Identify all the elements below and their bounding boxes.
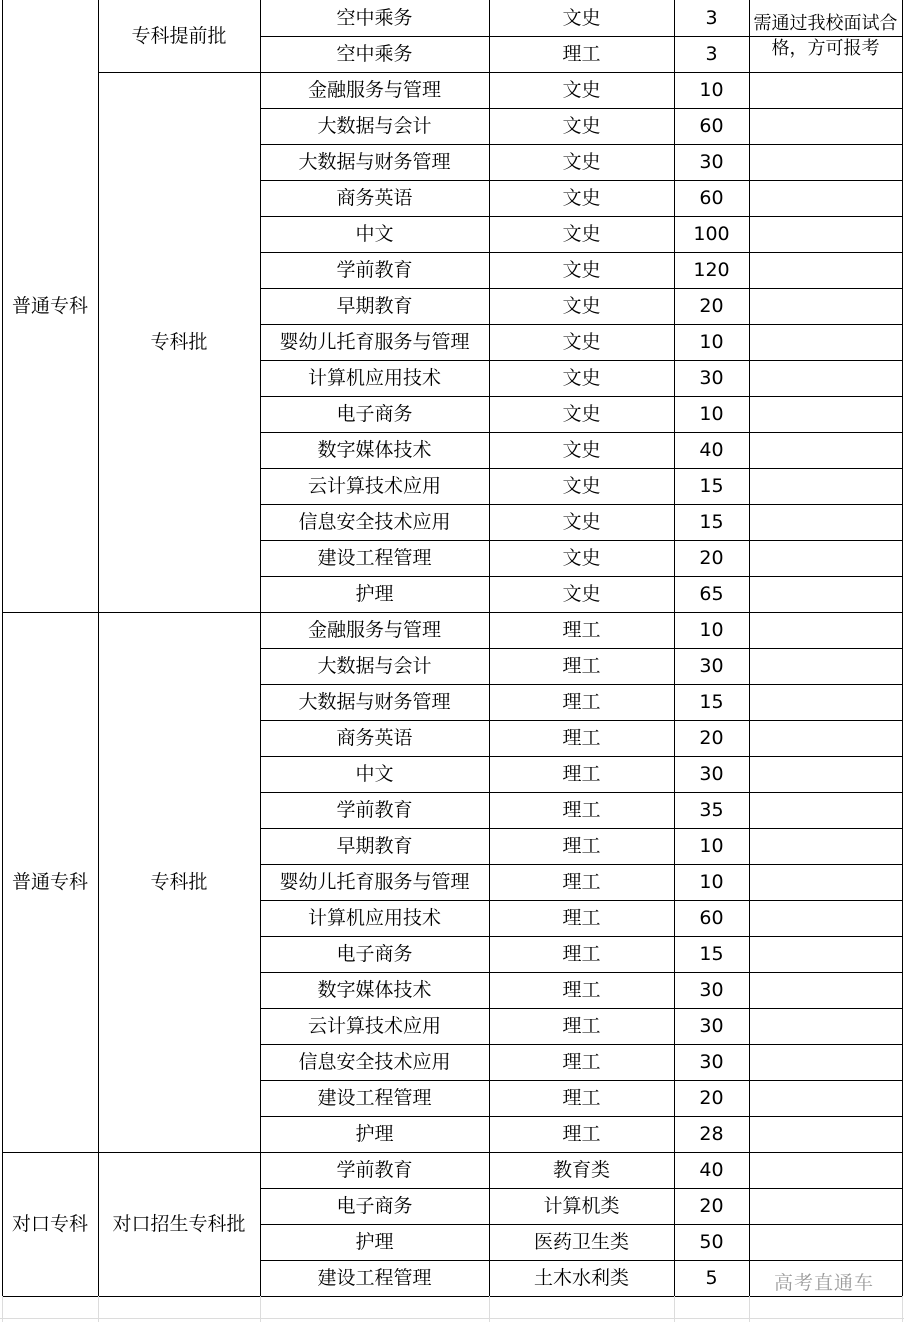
grid-line [749,756,902,757]
grid-line [749,396,902,397]
grid-line [2,1296,902,1297]
major-cell: 学前教育 [336,1158,413,1181]
major-cell: 商务英语 [336,186,413,209]
empty-grid-line [2,1296,3,1322]
count-cell: 30 [699,1014,724,1037]
subject-cell: 理工 [562,870,601,893]
subject-cell: 文史 [562,6,601,29]
grid-line [749,252,902,253]
count-cell: 65 [699,582,724,605]
subject-cell: 教育类 [552,1158,610,1181]
level-cell: 普通专科 [11,870,88,893]
grid-line [749,1260,902,1261]
major-cell: 空中乘务 [336,42,413,65]
grid-line [749,216,902,217]
count-cell: 30 [699,150,724,173]
grid-line [902,0,903,1296]
level-cell: 对口专科 [11,1212,88,1235]
major-cell: 婴幼儿托育服务与管理 [279,330,470,353]
major-cell: 计算机应用技术 [307,366,441,389]
count-cell: 15 [699,942,724,965]
subject-cell: 理工 [562,798,601,821]
count-cell: 10 [699,78,724,101]
subject-cell: 理工 [562,690,601,713]
grid-line [749,684,902,685]
count-cell: 28 [699,1122,724,1145]
subject-cell: 文史 [562,186,601,209]
subject-cell: 文史 [562,114,601,137]
grid-line [749,720,902,721]
count-cell: 60 [699,114,724,137]
major-cell: 婴幼儿托育服务与管理 [279,870,470,893]
batch-cell: 专科批 [150,870,208,893]
grid-line [749,900,902,901]
count-cell: 20 [699,1194,724,1217]
major-cell: 电子商务 [336,942,413,965]
count-cell: 100 [693,222,730,245]
grid-line [749,1044,902,1045]
subject-cell: 文史 [562,294,601,317]
subject-cell: 文史 [562,366,601,389]
count-cell: 60 [699,906,724,929]
empty-grid-line [489,1296,490,1322]
grid-line [749,1080,902,1081]
empty-grid-line [749,1296,750,1322]
major-cell: 早期教育 [336,294,413,317]
subject-cell: 文史 [562,78,601,101]
count-cell: 20 [699,1086,724,1109]
count-cell: 20 [699,546,724,569]
subject-cell: 理工 [562,1014,601,1037]
subject-cell: 文史 [562,150,601,173]
count-cell: 30 [699,366,724,389]
count-cell: 10 [699,330,724,353]
subject-cell: 计算机类 [543,1194,620,1217]
note-cell: 需通过我校面试合格，方可报考 [753,12,898,59]
count-cell: 50 [699,1230,724,1253]
major-cell: 建设工程管理 [317,1266,432,1289]
grid-line [749,360,902,361]
subject-cell: 理工 [562,1122,601,1145]
count-cell: 120 [693,258,730,281]
subject-cell: 文史 [562,330,601,353]
major-cell: 电子商务 [336,402,413,425]
grid-line [749,108,902,109]
major-cell: 建设工程管理 [317,1086,432,1109]
grid-line [749,1008,902,1009]
subject-cell: 文史 [562,474,601,497]
count-cell: 10 [699,870,724,893]
major-cell: 数字媒体技术 [317,978,432,1001]
grid-line [749,144,902,145]
grid-line [749,0,750,1296]
major-cell: 学前教育 [336,258,413,281]
grid-line [98,0,99,1296]
major-cell: 数字媒体技术 [317,438,432,461]
subject-cell: 文史 [562,222,601,245]
empty-grid-line [0,1318,904,1319]
empty-grid-line [902,1296,903,1322]
major-cell: 护理 [355,1122,394,1145]
major-cell: 学前教育 [336,798,413,821]
major-cell: 建设工程管理 [317,546,432,569]
subject-cell: 理工 [562,834,601,857]
grid-line [749,648,902,649]
grid-line [749,936,902,937]
subject-cell: 文史 [562,546,601,569]
grid-line [749,180,902,181]
major-cell: 中文 [355,762,394,785]
grid-line [749,324,902,325]
subject-cell: 理工 [562,762,601,785]
subject-cell: 理工 [562,654,601,677]
major-cell: 金融服务与管理 [307,618,441,641]
grid-line [749,288,902,289]
count-cell: 10 [699,402,724,425]
major-cell: 信息安全技术应用 [298,1050,451,1073]
grid-line [749,540,902,541]
subject-cell: 文史 [562,582,601,605]
major-cell: 电子商务 [336,1194,413,1217]
grid-line [749,504,902,505]
major-cell: 大数据与财务管理 [298,690,451,713]
count-cell: 15 [699,510,724,533]
subject-cell: 医药卫生类 [533,1230,629,1253]
count-cell: 5 [705,1266,718,1289]
count-cell: 15 [699,474,724,497]
major-cell: 大数据与会计 [317,114,432,137]
subject-cell: 文史 [562,510,601,533]
count-cell: 30 [699,762,724,785]
count-cell: 30 [699,978,724,1001]
subject-cell: 理工 [562,1050,601,1073]
major-cell: 信息安全技术应用 [298,510,451,533]
count-cell: 20 [699,726,724,749]
count-cell: 10 [699,834,724,857]
subject-cell: 理工 [562,942,601,965]
count-cell: 60 [699,186,724,209]
count-cell: 20 [699,294,724,317]
subject-cell: 理工 [562,978,601,1001]
grid-line [749,1188,902,1189]
count-cell: 30 [699,1050,724,1073]
subject-cell: 理工 [562,618,601,641]
grid-line [749,972,902,973]
grid-line [2,0,3,1296]
major-cell: 护理 [355,582,394,605]
grid-line [749,576,902,577]
count-cell: 30 [699,654,724,677]
grid-line [489,0,490,1296]
subject-cell: 文史 [562,402,601,425]
major-cell: 商务英语 [336,726,413,749]
count-cell: 35 [699,798,724,821]
major-cell: 计算机应用技术 [307,906,441,929]
batch-cell: 专科批 [150,330,208,353]
major-cell: 大数据与财务管理 [298,150,451,173]
subject-cell: 文史 [562,258,601,281]
grid-line [749,864,902,865]
subject-cell: 理工 [562,906,601,929]
subject-cell: 土木水利类 [533,1266,629,1289]
empty-grid-line [260,1296,261,1322]
count-cell: 3 [705,42,718,65]
major-cell: 早期教育 [336,834,413,857]
major-cell: 云计算技术应用 [307,474,441,497]
grid-line [749,468,902,469]
major-cell: 护理 [355,1230,394,1253]
subject-cell: 理工 [562,1086,601,1109]
subject-cell: 文史 [562,438,601,461]
count-cell: 3 [705,6,718,29]
count-cell: 40 [699,1158,724,1181]
major-cell: 云计算技术应用 [307,1014,441,1037]
grid-line [749,792,902,793]
grid-line [260,0,261,1296]
count-cell: 10 [699,618,724,641]
grid-line [749,1116,902,1117]
grid-line [749,1224,902,1225]
subject-cell: 理工 [562,42,601,65]
empty-grid-line [674,1296,675,1322]
batch-cell: 对口招生专科批 [112,1212,246,1235]
empty-grid-line [98,1296,99,1322]
count-cell: 40 [699,438,724,461]
level-cell: 普通专科 [11,294,88,317]
major-cell: 空中乘务 [336,6,413,29]
major-cell: 大数据与会计 [317,654,432,677]
major-cell: 中文 [355,222,394,245]
watermark: 高考直通车 [773,1272,874,1294]
count-cell: 15 [699,690,724,713]
subject-cell: 理工 [562,726,601,749]
grid-line [674,0,675,1296]
grid-line [749,828,902,829]
grid-line [749,432,902,433]
batch-cell: 专科提前批 [131,24,227,47]
major-cell: 金融服务与管理 [307,78,441,101]
